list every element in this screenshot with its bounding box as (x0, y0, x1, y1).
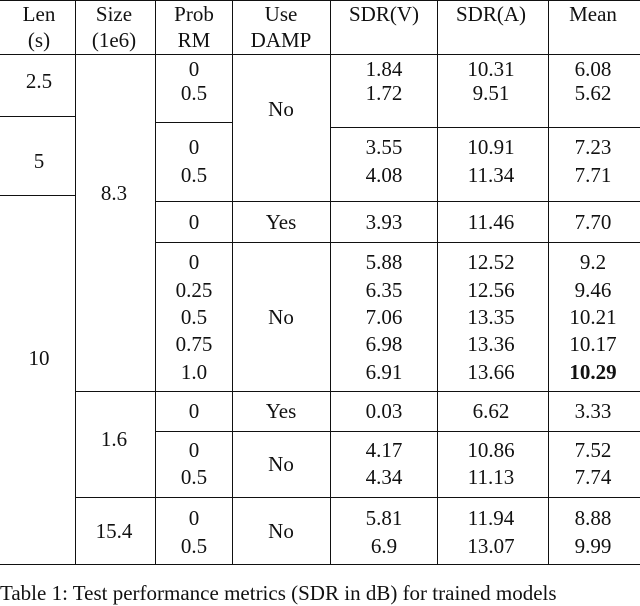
cell-sdr-a: 6.62 (472, 399, 510, 423)
cell-prob: 0.25 (175, 278, 213, 302)
rule-line (0, 195, 75, 196)
cell-sdr-a: 11.13 (467, 465, 515, 489)
cell-mean: 10.29 (569, 360, 617, 384)
cell-prob: 0.5 (180, 465, 208, 489)
rule-line (75, 497, 640, 498)
column-divider (548, 0, 549, 564)
cell-damp: Yes (265, 210, 297, 234)
rule-line (75, 391, 640, 392)
rule-line (155, 122, 232, 123)
merged-damp: No (268, 452, 294, 476)
column-divider (437, 0, 438, 564)
cell-sdr-a: 13.35 (467, 305, 515, 329)
header-sdra: SDR(A) (455, 2, 527, 26)
cell-sdr-v: 6.35 (365, 278, 403, 302)
cell-sdr-a: 13.07 (467, 534, 515, 558)
cell-sdr-v: 0.03 (365, 399, 403, 423)
column-divider (75, 0, 76, 564)
header-size: (1e6) (91, 28, 137, 52)
cell-mean: 9.46 (574, 278, 612, 302)
cell-mean: 3.33 (574, 399, 612, 423)
rule-line (155, 201, 640, 202)
cell-damp: Yes (265, 399, 297, 423)
cell-mean: 7.70 (574, 210, 612, 234)
cell-sdr-a: 12.52 (467, 250, 515, 274)
cell-sdr-a: 10.31 (467, 57, 515, 81)
cell-prob: 1.0 (180, 360, 208, 384)
cell-sdr-v: 4.17 (365, 438, 403, 462)
cell-prob: 0 (188, 399, 200, 423)
merged-size: 8.3 (100, 181, 128, 205)
header-damp: Use (264, 2, 298, 26)
rule-line (330, 127, 640, 128)
top-rule (0, 0, 640, 1)
cell-mean: 9.2 (579, 250, 607, 274)
cell-sdr-v: 7.06 (365, 305, 403, 329)
cell-mean: 5.62 (574, 81, 612, 105)
merged-damp: No (268, 97, 294, 121)
cell-prob: 0 (188, 210, 200, 234)
merged-size: 1.6 (100, 427, 128, 451)
header-len: (s) (27, 28, 51, 52)
cell-sdr-v: 5.81 (365, 506, 403, 530)
cell-sdr-v: 3.93 (365, 210, 403, 234)
cell-prob: 0 (188, 57, 200, 81)
cell-sdr-v: 3.55 (365, 135, 403, 159)
cell-mean: 10.21 (569, 305, 617, 329)
cell-prob: 0 (188, 135, 200, 159)
rule-line (155, 242, 640, 243)
cell-prob: 0.5 (180, 305, 208, 329)
cell-sdr-a: 13.36 (467, 332, 515, 356)
merged-len: 2.5 (25, 69, 53, 93)
cell-prob: 0.5 (180, 81, 208, 105)
header-rule (0, 54, 640, 55)
cell-prob: 0.5 (180, 534, 208, 558)
cell-mean: 8.88 (574, 506, 612, 530)
cell-sdr-a: 9.51 (472, 81, 510, 105)
cell-mean: 7.52 (574, 438, 612, 462)
rule-line (0, 116, 75, 117)
cell-mean: 10.17 (569, 332, 617, 356)
cell-mean: 7.74 (574, 465, 612, 489)
bottom-rule (0, 564, 640, 565)
header-prob: Prob (174, 2, 214, 26)
cell-sdr-a: 10.86 (467, 438, 515, 462)
header-mean: Mean (569, 2, 617, 26)
cell-sdr-v: 4.34 (365, 465, 403, 489)
cell-sdr-a: 11.34 (467, 163, 515, 187)
cell-prob: 0.75 (175, 332, 213, 356)
merged-damp: No (268, 519, 294, 543)
header-prob: RM (177, 28, 211, 52)
cell-sdr-v: 4.08 (365, 163, 403, 187)
merged-len: 10 (28, 346, 50, 370)
cell-mean: 7.23 (574, 135, 612, 159)
cell-sdr-a: 11.94 (467, 506, 515, 530)
column-divider (155, 0, 156, 564)
cell-mean: 9.99 (574, 534, 612, 558)
cell-sdr-v: 1.84 (365, 57, 403, 81)
cell-sdr-v: 6.98 (365, 332, 403, 356)
cell-prob: 0 (188, 250, 200, 274)
column-divider (330, 0, 331, 564)
cell-sdr-v: 6.9 (370, 534, 398, 558)
header-sdrv: SDR(V) (348, 2, 420, 26)
header-len: Len (22, 2, 56, 26)
rule-line (155, 431, 640, 432)
cell-sdr-a: 10.91 (467, 135, 515, 159)
cell-sdr-a: 11.46 (467, 210, 515, 234)
cell-sdr-v: 1.72 (365, 81, 403, 105)
cell-mean: 6.08 (574, 57, 612, 81)
cell-mean: 7.71 (574, 163, 612, 187)
cell-prob: 0 (188, 506, 200, 530)
merged-damp: No (268, 305, 294, 329)
header-damp: DAMP (250, 28, 312, 52)
cell-sdr-v: 5.88 (365, 250, 403, 274)
cell-prob: 0 (188, 438, 200, 462)
cell-sdr-a: 12.56 (467, 278, 515, 302)
column-divider (232, 0, 233, 564)
cell-sdr-a: 13.66 (467, 360, 515, 384)
merged-size: 15.4 (95, 519, 133, 543)
table-caption: Table 1: Test performance metrics (SDR in dB) for trained models (0, 581, 557, 605)
cell-prob: 0.5 (180, 163, 208, 187)
header-size: Size (95, 2, 133, 26)
merged-len: 5 (33, 149, 45, 173)
cell-sdr-v: 6.91 (365, 360, 403, 384)
